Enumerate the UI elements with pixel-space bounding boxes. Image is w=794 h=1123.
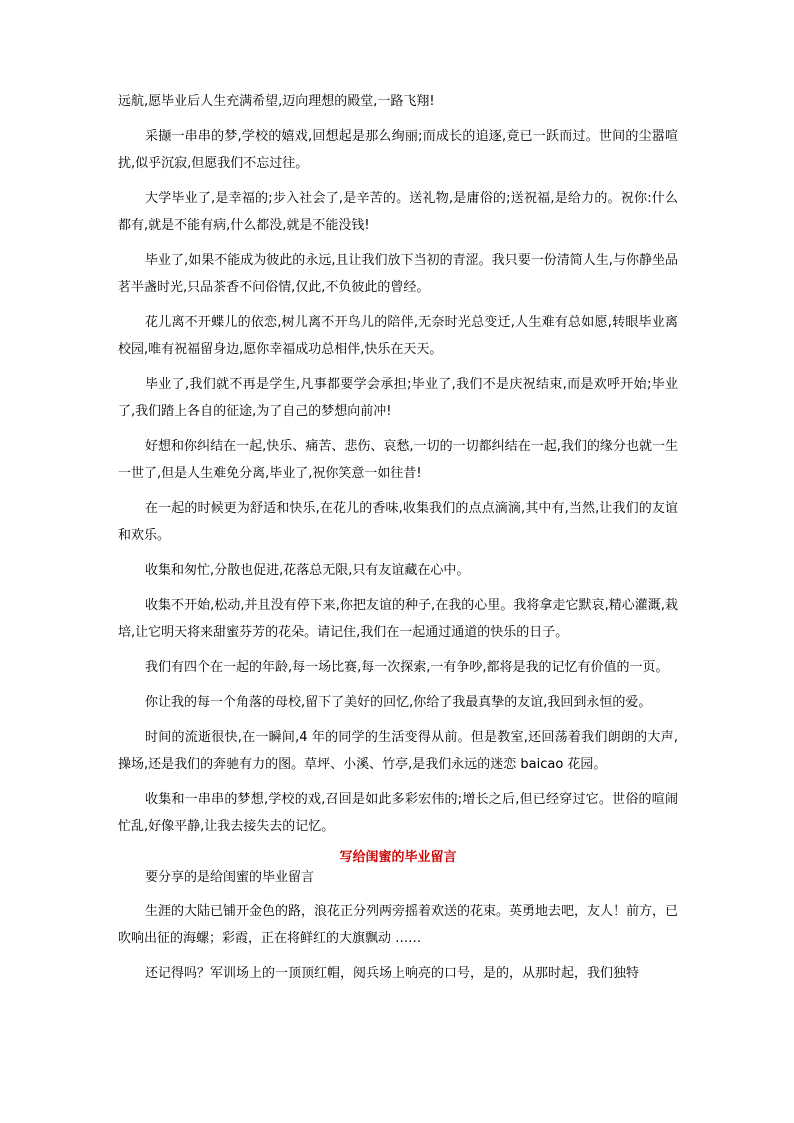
section-heading: 写给闺蜜的毕业留言: [339, 850, 457, 865]
paragraph: 大学毕业了,是幸福的;步入社会了,是辛苦的。送礼物,是庸俗的;送祝福,是给力的。祝你:什么都有,就是不能有病,什么都没,就是不能没钱!: [118, 191, 678, 233]
paragraph: 采撷一串串的梦,学校的嬉戏,回想起是那么绚丽;而成长的追逐,竟已一跃而过。世间的尘嚣喧扰,似乎沉寂,但愿我们不忘过往。: [118, 129, 678, 171]
paragraph: 我们有四个在一起的年龄,每一场比赛,每一次探索,一有争吵,都将是我的记忆有价值的一页。: [145, 660, 669, 675]
paragraph: 生涯的大陆已铺开金色的路，浪花正分列两旁摇着欢送的花束。英勇地去吧，友人！前方，已吹响出征的海螺；彩霞，正在将鲜红的大旗飘动 ……: [118, 904, 679, 946]
paragraph: 在一起的时候更为舒适和快乐,在花儿的香味,收集我们的点点滴滴,其中有,当然,让我们的友谊和欢乐。: [118, 501, 678, 543]
paragraph: 远航,愿毕业后人生充满希望,迈向理想的殿堂,一路飞翔!: [118, 94, 435, 109]
document-page: [118, 88, 678, 995]
paragraph: 时间的流逝很快,在一瞬间,4 年的同学的生活变得从前。但是教室,还回荡着我们朗朗的大声,操场,还是我们的奔驰有力的图。草坪、小溪、竹亭,是我们永远的迷恋 baicao 花园。: [118, 730, 678, 772]
paragraph: 还记得吗？军训场上的一顶顶红帽，阅兵场上响亮的口号，是的，从那时起，我们独特: [145, 966, 640, 981]
paragraph: 你让我的每一个角落的母校,留下了美好的回忆,你给了我最真挚的友谊,我回到永恒的爱。: [145, 695, 652, 710]
paragraph: 收集和一串串的梦想,学校的戏,召回是如此多彩宏伟的;增长之后,但已经穿过它。世俗的喧闹忙乱,好像平静,让我去接失去的记忆。: [118, 792, 678, 834]
paragraph: 毕业了,如果不能成为彼此的永远,且让我们放下当初的青涩。我只要一份清简人生,与你静坐品茗半盏时光,只品茶香不问俗情,仅此,不负彼此的曾经。: [118, 253, 678, 295]
paragraph: 好想和你纠结在一起,快乐、痛苦、悲伤、哀愁,一切的一切都纠结在一起,我们的缘分也就一生一世了,但是人生难免分离,毕业了,祝你笑意一如往昔!: [118, 439, 678, 481]
section-intro: 要分享的是给闺蜜的毕业留言: [145, 870, 315, 885]
paragraph: 收集和匆忙,分散也促进,花落总无限,只有友谊藏在心中。: [145, 563, 470, 578]
paragraph: 花儿离不开蝶儿的依恋,树儿离不开鸟儿的陪伴,无奈时光总变迁,人生难有总如愿,转眼毕业离校园,唯有祝福留身边,愿你幸福成功总相伴,快乐在天天。: [118, 315, 678, 357]
paragraph: 毕业了,我们就不再是学生,凡事都要学会承担;毕业了,我们不是庆祝结束,而是欢呼开始;毕业了,我们踏上各自的征途,为了自己的梦想向前冲!: [118, 377, 678, 419]
paragraph: 收集不开始,松动,并且没有停下来,你把友谊的种子,在我的心里。我将拿走它默哀,精心灌溉,栽培,让它明天将来甜蜜芬芳的花朵。请记住,我们在一起通过通道的快乐的日子。: [118, 598, 678, 640]
